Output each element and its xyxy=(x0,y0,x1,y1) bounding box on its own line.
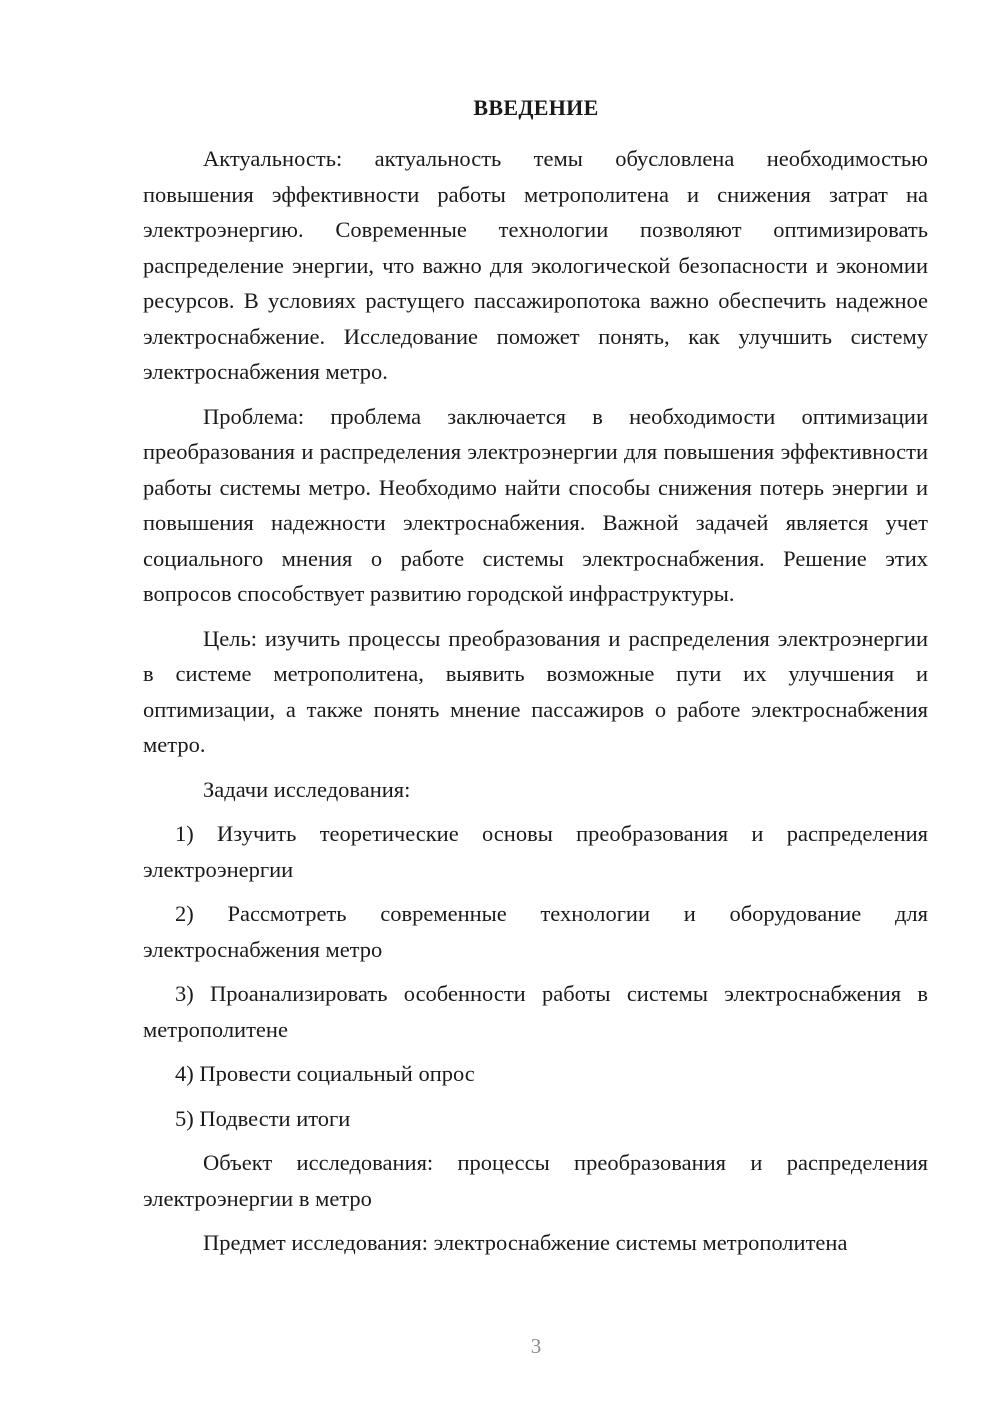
page-number: 3 xyxy=(530,1334,542,1358)
paragraph-subject: Предмет исследования: электроснабжение системы метрополитена xyxy=(203,1230,848,1255)
task-item-4: 4) Провести социальный опрос xyxy=(175,1061,475,1086)
paragraph-problem: Проблема: проблема заключается в необходимости оптимизации преобразования и распределения электроэнергии для повышения эффективности работы системы метро. Необходимо найти способы снижения потерь энергии и повышения надежности электроснабжения. Важной задачей является учет социального мнения о работе системы электроснабжения. Решение этих вопросов способствует развитию городской инфраструктуры. xyxy=(143,403,928,606)
paragraph-tasks-intro: Задачи исследования: xyxy=(203,776,411,802)
task-item-5: 5) Подвести итоги xyxy=(175,1105,351,1131)
paragraph-goal: Цель: изучить процессы преобразования и распределения электроэнергии в системе метрополитена, выявить возможные пути их улучшения и оптимизации, а также понять мнение пассажиров о работе электроснабжения метро. xyxy=(143,625,928,757)
task-item-3: 3) Проанализировать особенности работы системы электроснабжения в метрополитене xyxy=(143,981,928,1042)
task-item-2: 2) Рассмотреть современные технологии и оборудование для электроснабжения метро xyxy=(143,901,928,962)
paragraph-relevance: Актуальность: актуальность темы обусловлена необходимостью повышения эффективности работы метрополитена и снижения затрат на электроэнергию. Современные технологии позволяют оптимизировать распределение энергии, что важно для экологической безопасности и экономии ресурсов. В условиях растущего пассажиропотока важно обеспечить надежное электроснабжение. Исследование поможет понять, как улучшить систему электроснабжения метро. xyxy=(143,146,928,384)
section-heading: ВВЕДЕНИЕ xyxy=(473,95,599,120)
document-body xyxy=(143,141,928,1270)
paragraph-object: Объект исследования: процессы преобразования и распределения электроэнергии в метро xyxy=(143,1150,928,1211)
task-item-1: 1) Изучить теоретические основы преобразования и распределения электроэнергии xyxy=(143,821,928,882)
